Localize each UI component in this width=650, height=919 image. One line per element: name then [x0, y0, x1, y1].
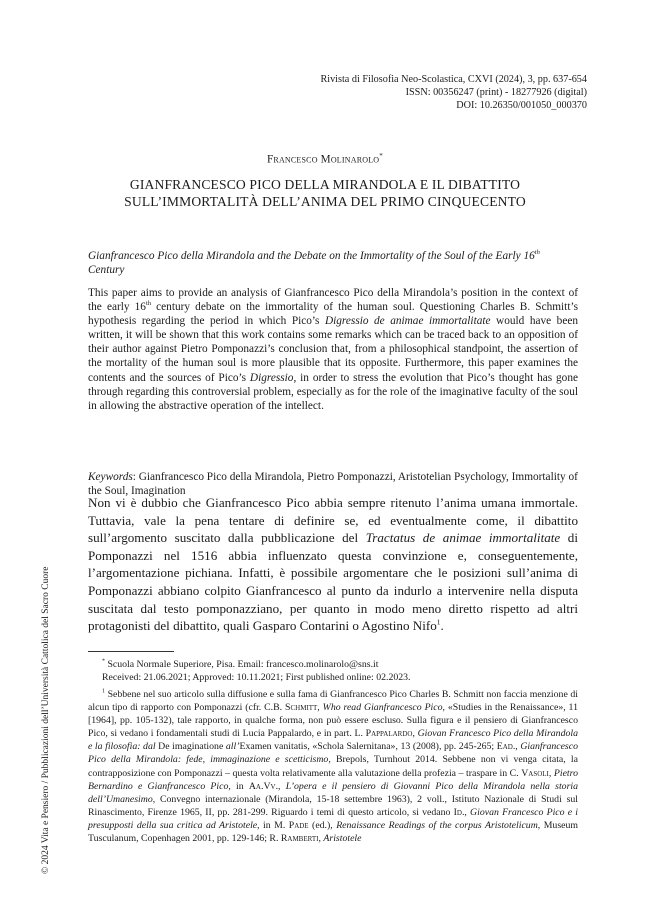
fn-work-title: Giovan Francesco Pico della Mirandola e la filosofia: dal	[88, 728, 578, 753]
abstract	[88, 286, 578, 413]
body-work-title: Tractatus de animae immortalitate	[365, 530, 561, 546]
fn-text: ,	[278, 780, 286, 792]
keywords-list: : Gianfrancesco Pico della Mirandola, Pietro Pomponazzi, Aristotelian Psychology, Immortality of the Soul, Imagination	[88, 471, 578, 498]
abstract-work-title-2: Digressio	[249, 371, 294, 384]
fn-work-title: all’	[225, 741, 240, 753]
fn-work-title: Renaissance Readings of the corpus Aristotelicum	[336, 819, 538, 831]
fn-text: (ed.),	[308, 819, 337, 831]
body-text-3: .	[440, 618, 444, 634]
fn-text: Examen vanitatis, «Schola Salernitana», 13 (2008), pp. 245-265;	[239, 741, 497, 753]
article-title-line-2: SULL’IMMORTALITÀ DELL’ANIMA DEL PRIMO CINQUECENTO	[124, 193, 526, 209]
body-text-1: Non vi è dubbio che Gianfrancesco Pico abbia sempre ritenuto l’anima umana immortale. Tuttavia, vale la pena tentare di definire se, ed eventualmente come, il dibattito sull’argomento suscitato dalla pubblicazione del	[88, 495, 578, 546]
fn-work-title: Giovan Francesco Pico e i presupposti della sua critica ad Aristotele	[88, 806, 578, 831]
fn-author-name: Id.	[453, 806, 465, 818]
abstract-text-2: century debate on the immortality of the human soul. Questioning Charles B. Schmitt’s hypothesis regarding the period in which Pico’s	[88, 301, 578, 328]
fn-text: , Convegno internazionale (Mirandola, 15-18 settembre 1963), 2 voll., Istituto Nazionale di Studi sul Rinascimento, Firenze 1965, II, pp. 281-299. Riguardo i temi di questo articolo, si vedano	[88, 793, 578, 818]
fn-work-title: Pietro Bernardino e Gianfrancesco Pico	[88, 767, 578, 792]
fn-author-name: Schmitt	[285, 702, 318, 714]
author-name-text: Francesco Molinarolo	[266, 153, 380, 166]
fn-author-name: Ead.	[496, 741, 516, 753]
english-title-superscript: th	[534, 249, 540, 257]
affiliation-text: Scuola Normale Superiore, Pisa. Email: francesco.molinarolo@sns.it	[105, 659, 379, 670]
abstract-superscript: th	[145, 300, 152, 308]
fn-text: ,	[548, 767, 554, 779]
fn-text: De imaginatione	[155, 741, 226, 753]
author-footnote-marker: *	[379, 152, 383, 160]
abstract-text-1: This paper aims to provide an analysis of Gianfrancesco Pico della Mirandola’s position in the context of the early 16	[88, 287, 578, 314]
author-name	[0, 152, 650, 166]
english-title-part-1: Gianfrancesco Pico della Mirandola and the Debate on the Immortality of the Soul of the Early 16	[88, 250, 535, 262]
issn-line: ISSN: 00356247 (print) - 18277926 (digital)	[405, 87, 587, 99]
fn-work-title: Aristotele	[323, 833, 362, 845]
abstract-work-title-1: Digressio de animae immortalitate	[324, 315, 491, 328]
body-text-2: di Pomponazzi nel 1516 abbia influenzato questa convinzione e, conseguentemente, l’argomentazione pichiana. Infatti, è possibile argomentare che le posizioni sull’anima di Pomponazzi abbiano colpito Gianfrancesco al punto da indurlo a intervenire nella disputa suscitata dal testo pomponazziano, per quanto in modo meno diretto rispetto ad altri protagonisti del dibattito, quali Gasparo Contarini o Agostino Nifo	[88, 530, 578, 634]
fn-author-name: Pappalardo	[365, 728, 413, 740]
fn-text: ,	[412, 728, 418, 740]
fn-work-title: Gianfrancesco Pico della Mirandola: fede, immaginazione e scetticismo	[88, 741, 578, 766]
fn-text: ,	[515, 741, 521, 753]
fn-author-name: Ramberti	[280, 833, 319, 845]
author-affiliation-footnote	[102, 659, 578, 685]
journal-header	[320, 73, 587, 113]
fn-text: ,	[318, 833, 324, 845]
fn-text: , Museum Tusculanum, Copenhagen 2001, pp. 129-146; R.	[88, 819, 578, 845]
fn-text: Sebbene nel suo articolo sulla diffusione e sulla fama di Gianfrancesco Pico Charles B. Schmitt non faccia menzione di alcun tipo di rapporto con Pomponazzi (cfr. C.B.	[88, 689, 578, 714]
journal-citation: Rivista di Filosofia Neo-Scolastica, CXVI (2024), 3, pp. 637-654	[320, 74, 587, 85]
footnote-separator	[88, 651, 174, 652]
footnote-reference-1[interactable]: 1	[436, 617, 441, 627]
fn-author-name: Pade	[288, 819, 309, 831]
english-title	[88, 249, 578, 277]
fn-author-name: Vasoli	[521, 767, 549, 779]
footnote-1	[88, 688, 578, 845]
fn-text: , in M.	[257, 819, 289, 831]
english-title-part-2: Century	[88, 264, 125, 277]
body-paragraph	[88, 494, 578, 635]
article-title	[0, 177, 650, 210]
keywords-label: Keywords	[88, 471, 133, 483]
dates-line: Received: 21.06.2021; Approved: 10.11.2021; First published online: 02.2023.	[102, 671, 411, 683]
fn-work-title: L’opera e il pensiero di Giovanni Pico della Mirandola nella storia dell’Umanesimo	[88, 780, 579, 805]
fn-text: ,	[464, 806, 471, 818]
article-title-line-1: GIANFRANCESCO PICO DELLA MIRANDOLA E IL DIBATTITO	[129, 177, 521, 192]
fn-text: , Brepols, Turnhout 2014. Sebbene non vi venga citata, la contrapposizione con Pomponazzi – questa volta relativamente alla valutazione della profezia – traspare in C.	[88, 754, 578, 779]
fn-work-title: Who read Gianfrancesco Pico	[322, 702, 443, 714]
abstract-text-4: , in order to stress the evolution that Pico’s thought has gone through regarding this controversial problem, especially as for the role of the imaginative faculty of the soul in allowing the abstractive operation of the intellect.	[88, 371, 578, 412]
doi-line: DOI: 10.26350/001050_000370	[456, 100, 587, 112]
fn-author-name: Aa.Vv.	[248, 780, 279, 792]
affiliation-marker: *	[102, 658, 105, 665]
footnote-1-marker: 1	[102, 688, 105, 695]
fn-text: , in	[228, 780, 249, 792]
fn-text: ,	[317, 702, 323, 714]
abstract-text-3: would have been written, it will be shown that this work contains some remarks which can be traced back to an opposition of their author against Pietro Pomponazzi’s conclusion that, from a philosophical standpoint, the assertion of the mortality of the human soul is more plausible that its opposite. Furthermore, this paper examines the contents and the sources of Pico’s	[88, 315, 578, 384]
copyright-sidebar: © 2024 Vita e Pensiero / Pubblicazioni dell’Università Cattolica del Sacro Cuore	[41, 566, 51, 874]
fn-text: , «Studies in the Renaissance», 11 [1964], pp. 105-132), tale rapporto, in qualche forma, non può essere escluso. Sulla figura e il pensiero di Gianfrancesco Pico, si vedano i fondamentali studi di Lucia Pappalardo, e in part. L.	[88, 702, 578, 740]
affiliation-line	[102, 659, 578, 672]
